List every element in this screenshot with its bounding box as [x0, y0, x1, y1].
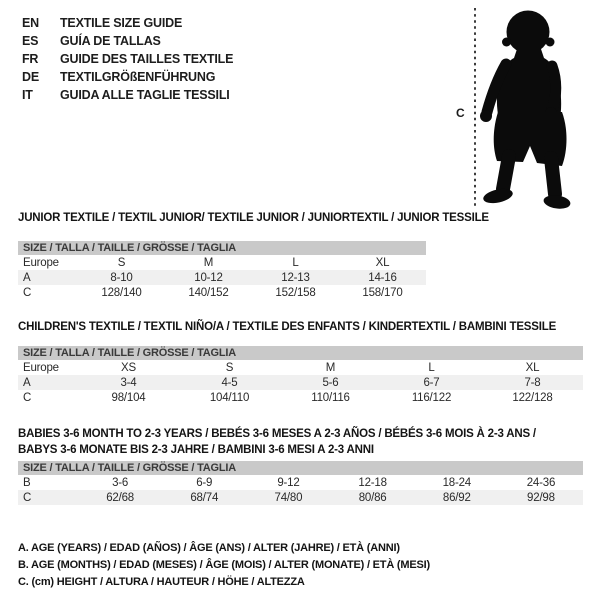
- language-code: IT: [22, 88, 33, 102]
- language-row-it: [22, 86, 233, 104]
- language-title: TEXTILE SIZE GUIDE: [60, 16, 183, 30]
- cell: 86/92: [442, 491, 471, 504]
- cell: XL: [375, 256, 390, 269]
- row-label: C: [23, 286, 32, 299]
- cell: 7-8: [524, 376, 541, 389]
- cell: 104/110: [209, 391, 250, 404]
- cell: L: [292, 256, 299, 269]
- cell: 80/86: [358, 491, 387, 504]
- row-label: Europe: [23, 361, 59, 374]
- row-label: C: [23, 491, 32, 504]
- cell: 3-4: [120, 376, 137, 389]
- footnote-c: C. (cm) HEIGHT / ALTURA / HAUTEUR / HÖHE / ALTEZZA: [18, 576, 305, 588]
- cell: 98/104: [111, 391, 146, 404]
- junior-table-title: JUNIOR TEXTILE / TEXTIL JUNIOR/ TEXTILE JUNIOR / JUNIORTEXTIL / JUNIOR TESSILE: [18, 212, 489, 224]
- language-title: TEXTILGRÖßENFÜHRUNG: [60, 70, 216, 84]
- cell: 152/158: [275, 286, 316, 299]
- size-header-row: SIZE / TALLA / TAILLE / GRÖSSE / TAGLIA: [18, 346, 583, 360]
- language-row-fr: [22, 50, 233, 68]
- cell: 128/140: [101, 286, 142, 299]
- cell: 18-24: [442, 476, 471, 489]
- language-row-de: [22, 68, 233, 86]
- row-label: C: [23, 391, 32, 404]
- language-title: GUÍA DE TALLAS: [60, 34, 161, 48]
- cell: 5-6: [322, 376, 339, 389]
- table-row: [18, 270, 426, 285]
- cell: 12-13: [281, 271, 310, 284]
- cell: 62/68: [106, 491, 134, 504]
- cell: XS: [121, 361, 136, 374]
- cell: 10-12: [194, 271, 223, 284]
- cell: 92/98: [527, 491, 555, 504]
- cell: 4-5: [221, 376, 238, 389]
- cell: 122/128: [512, 391, 553, 404]
- table-row: [18, 475, 583, 490]
- cell: 6-7: [423, 376, 440, 389]
- babies-table: [18, 461, 583, 505]
- language-title: GUIDE DES TAILLES TEXTILE: [60, 52, 234, 66]
- language-header: [22, 14, 233, 104]
- cell: 14-16: [368, 271, 397, 284]
- language-code: EN: [22, 16, 39, 30]
- cell: 12-18: [358, 476, 387, 489]
- table-row: [18, 390, 583, 405]
- row-label: A: [23, 376, 31, 389]
- footnote-a: A. AGE (YEARS) / EDAD (AÑOS) / ÂGE (ANS) / ALTER (JAHRE) / ETÀ (ANNI): [18, 542, 400, 554]
- height-label-c: C: [456, 106, 465, 120]
- cell: 8-10: [110, 271, 133, 284]
- cell: 3-6: [112, 476, 129, 489]
- footnote-b: B. AGE (MONTHS) / EDAD (MESES) / ÂGE (MOIS) / ALTER (MONATE) / ETÀ (MESI): [18, 559, 430, 571]
- cell: 24-36: [526, 476, 556, 489]
- cell: L: [428, 361, 435, 374]
- cell: 9-12: [277, 476, 300, 489]
- cell: XL: [525, 361, 540, 374]
- language-title: GUIDA ALLE TAGLIE TESSILI: [60, 88, 230, 102]
- row-label: B: [23, 476, 31, 489]
- children-table: [18, 346, 583, 405]
- cell: 116/122: [411, 391, 452, 404]
- language-row-es: [22, 32, 233, 50]
- children-table-title: CHILDREN'S TEXTILE / TEXTIL NIÑO/A / TEXTILE DES ENFANTS / KINDERTEXTIL / BAMBINI TESSILE: [18, 321, 557, 333]
- table-row: [18, 255, 426, 270]
- row-label: A: [23, 271, 31, 284]
- cell: S: [225, 361, 234, 374]
- table-row: [18, 375, 583, 390]
- cell: 74/80: [274, 491, 303, 504]
- table-row: [18, 285, 426, 300]
- row-label: Europe: [23, 256, 59, 269]
- size-header-row: SIZE / TALLA / TAILLE / GRÖSSE / TAGLIA: [18, 241, 426, 255]
- cell: M: [203, 256, 214, 269]
- junior-table: [18, 241, 426, 300]
- language-code: DE: [22, 70, 39, 84]
- language-code: FR: [22, 52, 39, 66]
- cell: 110/116: [311, 391, 350, 404]
- cell: M: [325, 361, 336, 374]
- babies-table-title-line2: BABYS 3-6 MONATE BIS 2-3 JAHRE / BAMBINI 3-6 MESI A 2-3 ANNI: [18, 444, 374, 456]
- cell: 6-9: [196, 476, 213, 489]
- cell: 158/170: [362, 286, 403, 299]
- cell: 140/152: [188, 286, 229, 299]
- cell: 68/74: [190, 491, 219, 504]
- size-header-row: SIZE / TALLA / TAILLE / GRÖSSE / TAGLIA: [18, 461, 583, 475]
- babies-table-title-line1: BABIES 3-6 MONTH TO 2-3 YEARS / BEBÉS 3-6 MESES A 2-3 AÑOS / BÉBÉS 3-6 MOIS À 2-3 ANS /: [18, 428, 536, 440]
- language-row-en: [22, 14, 233, 32]
- table-row: [18, 490, 583, 505]
- language-code: ES: [22, 34, 39, 48]
- table-row: [18, 360, 583, 375]
- cell: S: [117, 256, 126, 269]
